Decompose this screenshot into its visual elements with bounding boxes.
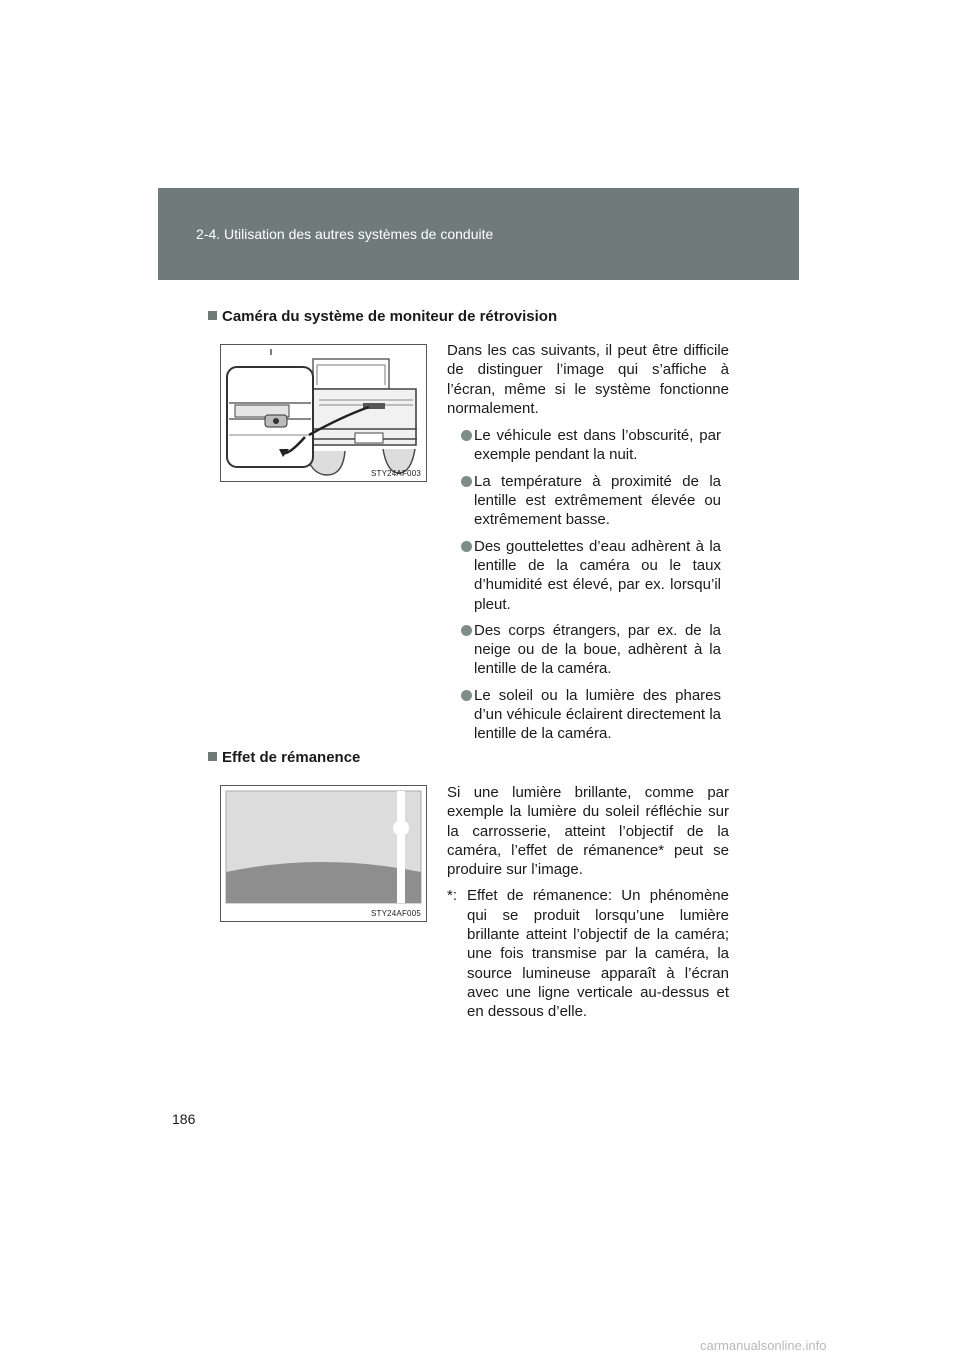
bullet-icon <box>461 430 472 441</box>
figure-code: STY24AF005 <box>370 909 421 918</box>
watermark: carmanualsonline.info <box>700 1338 827 1353</box>
square-bullet-icon <box>208 752 217 761</box>
section-title-afterimage: Effet de rémanence <box>208 749 360 766</box>
list-item: La température à proximité de la lentille est extrêmement élevée ou extrêmement basse. <box>447 472 729 530</box>
footnote-mark: *: <box>447 887 458 905</box>
afterimage-paragraph: Si une lumière brillante, comme par exemple la lumière du soleil réfléchie sur la carrosserie, atteint l’objectif de la caméra, l’effet de rémanence* peut se produire sur l’image. <box>447 784 729 879</box>
page-number: 186 <box>172 1111 196 1127</box>
chapter-title: 2-4. Utilisation des autres systèmes de conduite <box>196 226 494 242</box>
list-item: Le véhicule est dans l’obscurité, par exemple pendant la nuit. <box>447 426 729 465</box>
afterimage-text-column <box>447 783 729 1022</box>
footnote <box>447 886 729 1021</box>
bullet-icon <box>461 690 472 701</box>
bullet-icon <box>461 625 472 636</box>
conditions-list <box>447 426 729 743</box>
afterimage-illustration <box>220 785 427 922</box>
square-bullet-icon <box>208 311 217 320</box>
list-item: Le soleil ou la lumière des phares d’un véhicule éclairent directement la lentille de la caméra. <box>447 686 729 744</box>
intro-paragraph: Dans les cas suivants, il peut être difficile de distinguer l’image qui s’affiche à l’écran, même si le système fonctionne normalement. <box>447 342 729 417</box>
footnote-text: Effet de rémanence: Un phénomène qui se produit lorsqu’une lumière brillante atteint l’objectif de la caméra; une fois transmise par la caméra, la source lumineuse apparaît à l’écran avec une ligne verticale au-dessus et en dessous d’elle. <box>467 887 729 1021</box>
list-item: Des corps étrangers, par ex. de la neige ou de la boue, adhèrent à la lentille de la caméra. <box>447 621 729 679</box>
bullet-icon <box>461 476 472 487</box>
chapter-header <box>158 188 799 280</box>
truck-rear-camera-illustration <box>221 345 426 481</box>
section-title-camera: Caméra du système de moniteur de rétrovision <box>208 308 557 325</box>
figure-code: STY24AF003 <box>370 469 421 478</box>
camera-text-column <box>447 341 729 751</box>
bullet-icon <box>461 541 472 552</box>
camera-illustration <box>220 344 427 482</box>
list-item: Des gouttelettes d’eau adhèrent à la lentille de la caméra ou le taux d’humidité est élevé, par ex. lorsqu’il pleut. <box>447 537 729 614</box>
smear-effect-illustration <box>221 786 426 921</box>
